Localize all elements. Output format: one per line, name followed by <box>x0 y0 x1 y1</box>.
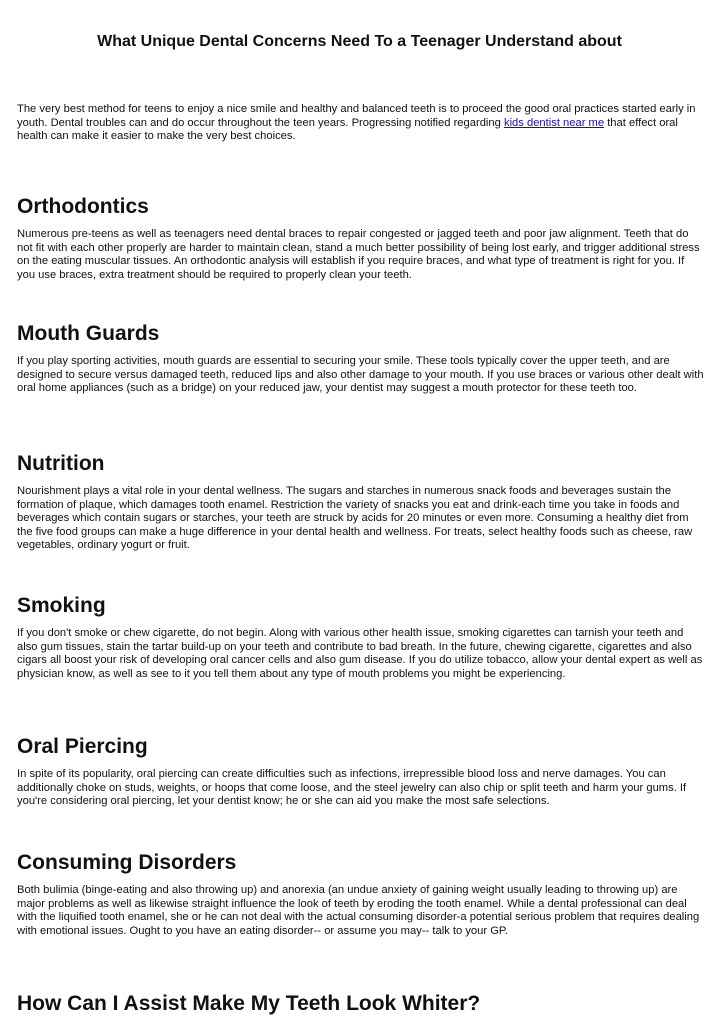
section-heading: Oral Piercing <box>17 735 148 758</box>
intro-text-after-link: that effect oral health can make it easier to make the very best choices. <box>17 116 678 142</box>
page-title: What Unique Dental Concerns Need To a Teenager Understand about <box>97 33 622 50</box>
section-heading: Smoking <box>17 594 106 617</box>
section-body: If you play sporting activities, mouth guards are essential to securing your smile. These tools typically cover the upper teeth, and are designed to secure versus damaged teeth, reduced lips and also other damage to your mouth. If you use braces or various other dealt with oral home appliances (such as a bridge) on your reduced jaw, your dentist may suggest a mouth protector for these teeth too. <box>17 355 704 394</box>
section-body: Both bulimia (binge-eating and also throwing up) and anorexia (an undue anxiety of gaining weight usually leading to throwing up) are major problems as well as likewise straight influence the look of teeth by eroding the tooth enamel. While a dental professional can deal with the liquified tooth enamel, she or he can not deal with the actual consuming disorder-a potential serious problem that requires dealing with emotional issues. Ought to you have an eating disorder-- or assume you may-- talk to your GP. <box>17 884 700 937</box>
intro-text-before-link: The very best method for teens to enjoy a nice smile and healthy and balanced teeth is to proceed the good oral practices started early in youth. Dental troubles can and do occur throughout the teen years. Progressing notified regarding <box>17 103 696 129</box>
section-consuming-disorders <box>17 850 705 938</box>
section-mouth-guards <box>17 321 705 396</box>
section-nutrition <box>17 451 705 553</box>
section-body: Numerous pre-teens as well as teenagers need dental braces to repair congested or jagged teeth and poor jaw alignment. Teeth that do not fit with each other properly are harder to maintain clean, stand a much better possibility of being lost early, and trigger additional stress on the eating muscular tissues. An orthodontic analysis will establish if you require braces, and what type of treatment is right for you. If you use braces, extra treatment should be required to properly clean your teeth. <box>17 228 700 281</box>
section-body: If you don't smoke or chew cigarette, do not begin. Along with various other health issue, smoking cigarettes can tarnish your teeth and also gum tissues, stain the tartar build-up on your teeth and contribute to bad breath. In the future, chewing cigarette, cigarettes and also cigars all boost your risk of developing oral cancer cells and also gum disease. If you do utilize tobacco, allow your dental expert as well as physician know, as well as see to it you tell them about any type of mouth problems you might be experiencing. <box>17 627 703 680</box>
section-orthodontics <box>17 194 705 282</box>
section-oral-piercing <box>17 734 705 809</box>
section-smoking <box>17 593 705 681</box>
section-body: In spite of its popularity, oral piercing can create difficulties such as infections, irrepressible blood loss and nerve damages. You can additionally choke on studs, weights, or hoops that come loose, and the steel jewelry can also chip or split teeth and harm your gums. If you're considering oral piercing, let your dentist know; he or she can aid you make the most safe selections. <box>17 768 687 807</box>
section-heading: Consuming Disorders <box>17 851 237 874</box>
section-heading: How Can I Assist Make My Teeth Look Whiter? <box>17 992 481 1015</box>
section-heading: Mouth Guards <box>17 322 160 345</box>
section-heading: Orthodontics <box>17 195 149 218</box>
kids-dentist-link[interactable]: kids dentist near me <box>503 116 605 129</box>
section-heading: Nutrition <box>17 452 105 475</box>
intro-paragraph <box>17 103 705 144</box>
section-body: Nourishment plays a vital role in your dental wellness. The sugars and starches in numerous snack foods and beverages sustain the formation of plaque, which damages tooth enamel. Restriction the variety of snacks you eat and drink-each time you take in foods and beverages which contain sugars or starches, your teeth are struck by acids for 20 minutes or even more. Consuming a healthy diet from the five food groups can make a huge difference in your dental health and wellness. For treats, select healthy foods such as cheese, raw vegetables, ordinary yogurt or fruit. <box>17 485 693 551</box>
section-whiter-teeth <box>17 991 705 1017</box>
